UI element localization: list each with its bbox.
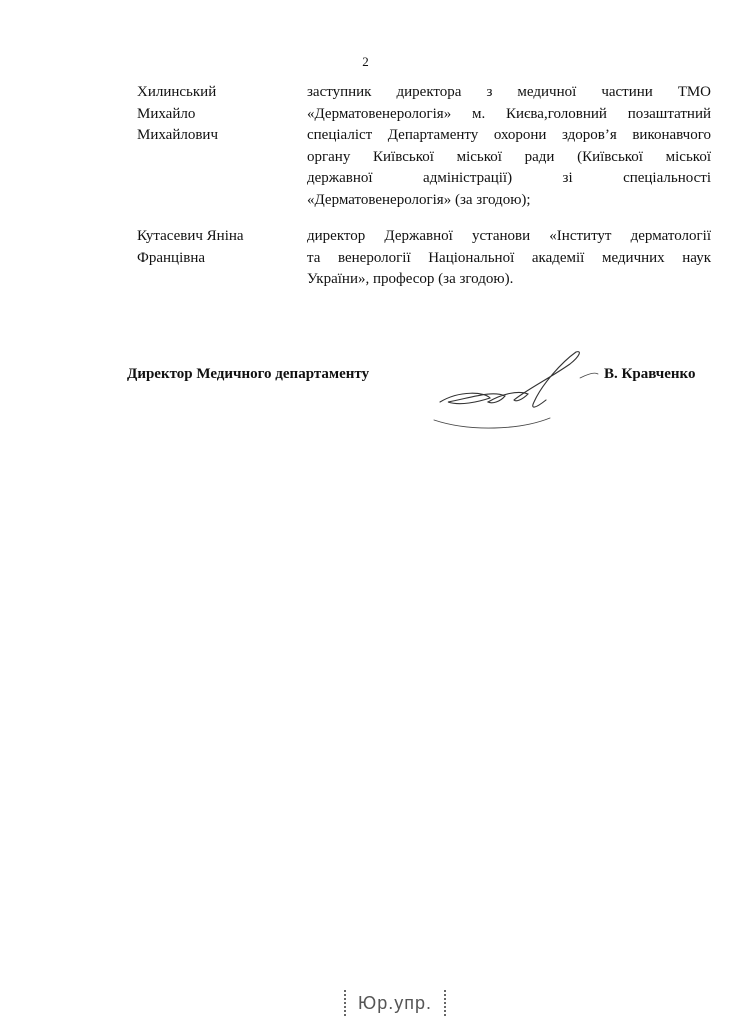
member-description xyxy=(307,82,711,211)
member-description-line: державної адміністрації) зі спеціальності xyxy=(307,170,711,186)
member-description-line: України», професор (за згодою). xyxy=(307,271,514,287)
member-description-line: та венерології Національної академії медичних наук xyxy=(307,249,711,266)
member-name xyxy=(137,226,287,269)
member-name-line: Кутасевич Яніна xyxy=(137,228,244,244)
member-description-line: спеціаліст Департаменту охорони здоров’я виконавчого xyxy=(307,127,711,143)
member-description-line: органу Київської міської ради (Київської міської xyxy=(307,148,711,165)
member-description-line: «Дерматовенерологія» (за згодою); xyxy=(307,191,531,208)
handwritten-signature xyxy=(430,340,600,440)
member-name-line: Михайлович xyxy=(137,127,218,143)
member-description xyxy=(307,226,711,291)
signatory-title: Директор Медичного департаменту xyxy=(127,366,370,382)
page-number: 2 xyxy=(362,54,369,69)
member-name-line: Хилинський xyxy=(137,84,217,100)
member-name xyxy=(137,82,287,147)
department-stamp: Юр.упр. xyxy=(344,990,446,1016)
member-description-line: заступник директора з медичної частини ТМО xyxy=(307,84,711,100)
member-name-line: Францівна xyxy=(137,249,205,266)
signatory-name: В. Кравченко xyxy=(604,366,696,382)
member-name-line: Михайло xyxy=(137,105,196,122)
member-description-line: директор Державної установи «Інститут дерматології xyxy=(307,228,711,244)
member-description-line: «Дерматовенерологія» м. Києва,головний позаштатний xyxy=(307,105,711,122)
